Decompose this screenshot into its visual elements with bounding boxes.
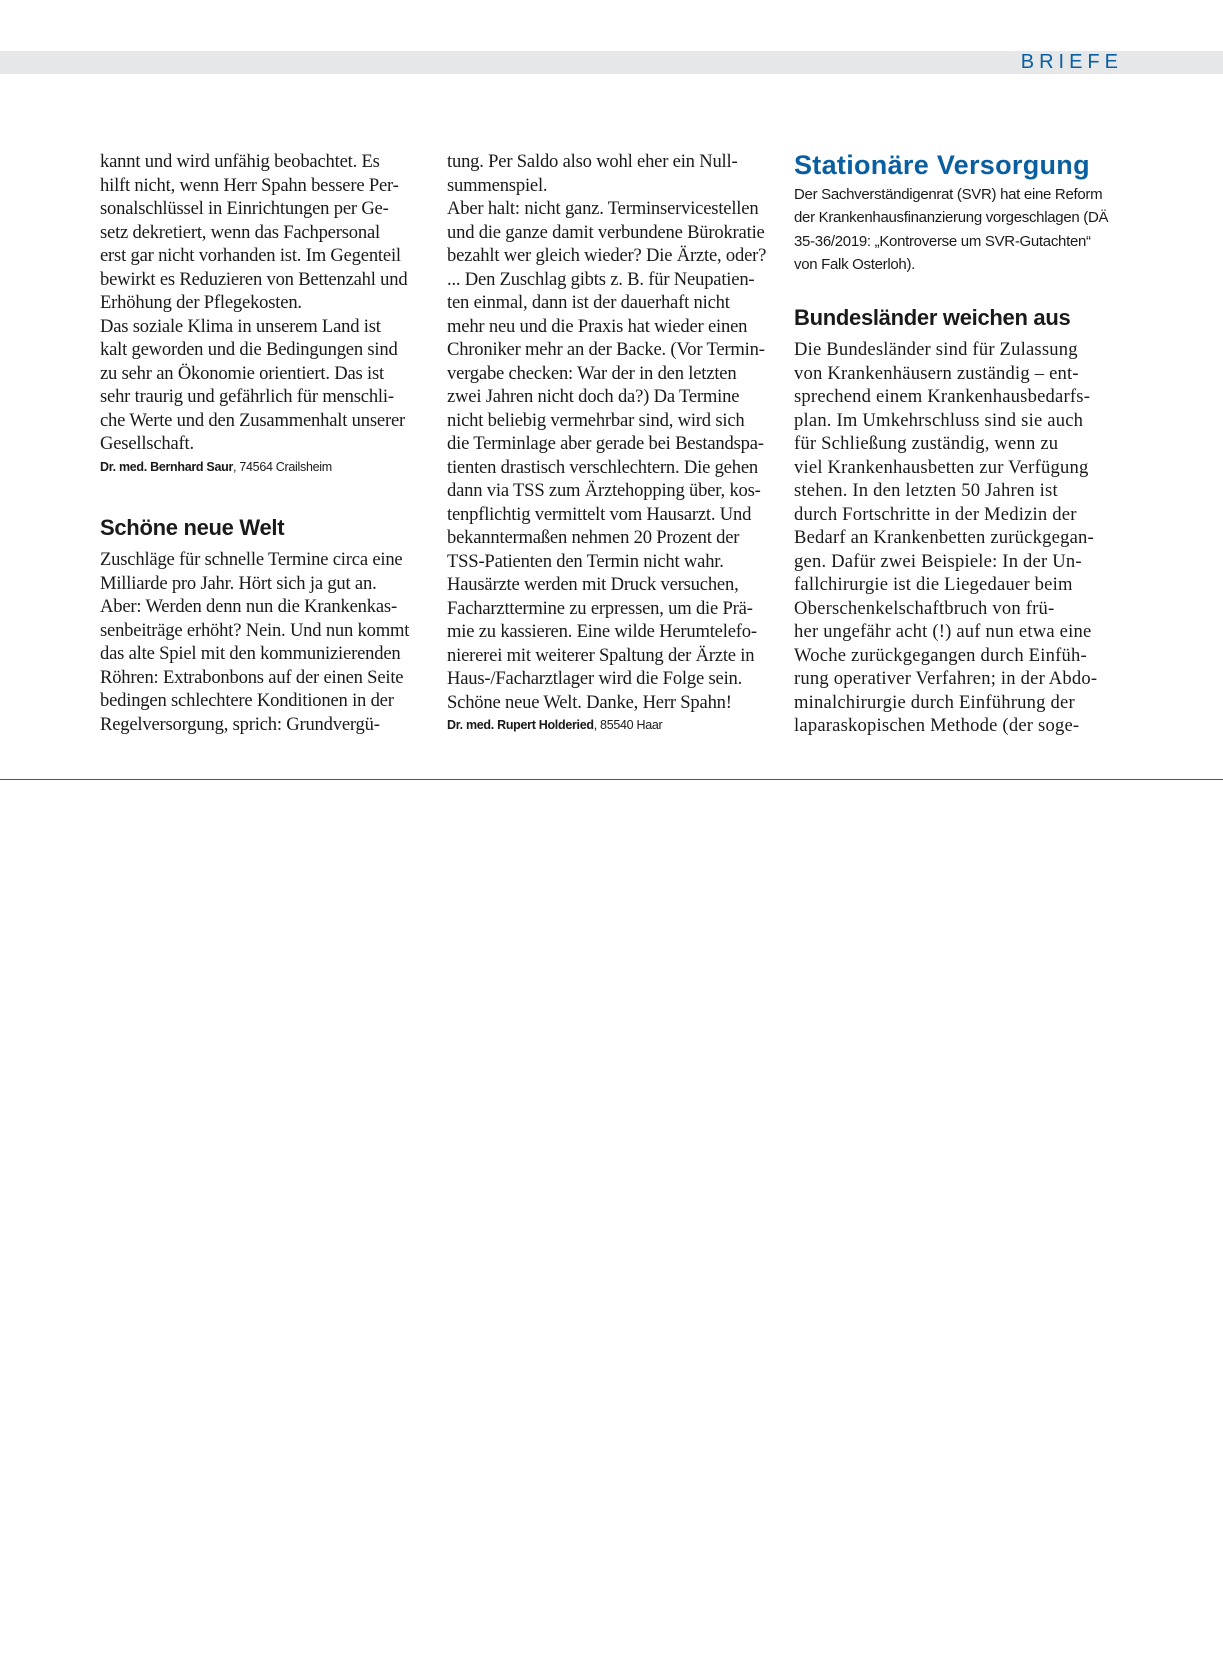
letter2-body-part2 [447,150,775,714]
text-line: Gesellschaft. [100,433,194,454]
text-line: Hausärzte werden mit Druck versuchen, [447,574,739,595]
letter2-signature [447,716,775,734]
text-line: che Werte und den Zusammenhalt unserer [100,409,405,431]
text-line: und die ganze damit verbundene Bürokratie [447,221,765,243]
bottom-rule [0,779,1223,780]
text-line: kannt und wird unfähig beobachtet. Es [100,151,380,172]
text-line: Das soziale Klima in unserem Land ist [100,315,381,337]
section-intro [794,183,1124,276]
text-line: bewirkt es Reduzieren von Bettenzahl und [100,268,408,290]
letter3-body [794,338,1124,738]
text-line: durch Fortschritte in der Medizin der [794,503,1077,525]
text-line: tenpflichtig vermittelt vom Hausarzt. Und [447,503,752,525]
text-line: ... Den Zuschlag gibts z. B. für Neupatien- [447,268,755,290]
text-line: Die Bundesländer sind für Zulassung [794,339,1078,360]
text-line: fallchirurgie ist die Liegedauer beim [794,574,1073,595]
text-line: ten einmal, dann ist der dauerhaft nicht [447,292,730,313]
text-line: setz dekretiert, wenn das Fachpersonal [100,221,380,243]
text-line: plan. Im Umkehrschluss sind sie auch [794,409,1084,431]
text-line: TSS-Patienten den Termin nicht wahr. [447,550,724,572]
column-2 [447,150,775,734]
intro-line: der Krankenhausfinanzierung vorgeschlagen (DÄ [794,209,1109,227]
text-line: bedingen schlechtere Konditionen in der [100,690,394,711]
text-line: Woche zurückgegangen durch Einfüh- [794,644,1087,666]
text-line: Regelversorgung, sprich: Grundvergü- [100,713,380,735]
section-heading: Stationäre Versorgung [794,150,1090,180]
signature-place: , 74564 Crailsheim [233,459,332,474]
text-line: Aber halt: nicht ganz. Terminservicestellen [447,198,759,219]
column-1-lower [100,548,425,736]
text-line: die Terminlage aber gerade bei Bestandspa- [447,433,764,454]
text-line: gen. Dafür zwei Beispiele: In der Un- [794,550,1082,572]
text-line: minalchirurgie durch Einführung der [794,691,1075,713]
text-line: erst gar nicht vorhanden ist. Im Gegenteil [100,245,401,266]
text-line: das alte Spiel mit den kommunizierenden [100,643,401,664]
text-line: senbeiträge erhöht? Nein. Und nun kommt [100,619,410,641]
intro-line: Der Sachverständigenrat (SVR) hat eine Reform [794,186,1103,203]
text-line: Schöne neue Welt. Danke, Herr Spahn! [447,691,732,713]
text-line: viel Krankenhausbetten zur Verfügung [794,456,1089,478]
text-line: tienten drastisch verschlechtern. Die gehen [447,456,758,478]
text-line: laparaskopischen Methode (der soge- [794,715,1080,736]
text-line: sonalschlüssel in Einrichtungen per Ge- [100,198,389,219]
text-line: dann via TSS zum Ärztehopping über, kos- [447,480,761,501]
text-line: sehr traurig und gefährlich für menschli- [100,386,394,407]
signature-name: Dr. med. Bernhard Saur [100,459,234,474]
text-line: mehr neu und die Praxis hat wieder einen [447,315,748,337]
text-line: Haus-/Facharztlager wird die Folge sein. [447,668,743,689]
text-line: Milliarde pro Jahr. Hört sich ja gut an. [100,572,377,594]
letter3-heading: Bundesländer weichen aus [794,305,1071,330]
text-line: mie zu kassieren. Eine wilde Herumtelefo- [447,621,757,642]
text-line: Aber: Werden denn nun die Krankenkas- [100,596,397,617]
text-line: Erhöhung der Pflegekosten. [100,292,302,313]
text-line: niererei mit weiterer Spaltung der Ärzte in [447,644,755,666]
text-line: bekanntermaßen nehmen 20 Prozent der [447,527,740,548]
text-line: zu sehr an Ökonomie orientiert. Das ist [100,362,384,384]
text-line: summenspiel. [447,174,548,196]
text-line: zwei Jahren nicht doch da?) Da Termine [447,386,740,407]
text-line: nicht beliebig vermehrbar sind, wird sich [447,409,745,431]
signature-place: , 85540 Haar [593,718,663,732]
column-3 [794,338,1124,738]
text-line: sprechend einem Krankenhausbedarfs- [794,386,1091,407]
text-line: Chroniker mehr an der Backe. (Vor Termin- [447,339,765,360]
letter1-signature [100,458,425,476]
signature-name: Dr. med. Rupert Holderied [447,718,594,732]
text-line: von Krankenhäusern zuständig – ent- [794,362,1079,384]
text-line: Facharzttermine zu erpressen, um die Prä- [447,597,753,619]
text-line: Bedarf an Krankenbetten zurückgegan- [794,527,1094,548]
text-line: her ungefähr acht (!) auf nun etwa eine [794,621,1092,642]
text-line: stehen. In den letzten 50 Jahren ist [794,480,1058,501]
section-label: BRIEFE [1020,51,1123,73]
column-1 [100,150,425,476]
text-line: bezahlt wer gleich wieder? Die Ärzte, oder? [447,245,767,266]
text-line: für Schließung zuständig, wenn zu [794,433,1059,454]
text-line: tung. Per Saldo also wohl eher ein Null- [447,151,738,172]
text-line: Röhren: Extrabonbons auf der einen Seite [100,666,404,688]
text-line: Oberschenkelschaftbruch von frü- [794,597,1055,619]
text-line: kalt geworden und die Bedingungen sind [100,339,398,360]
letter2-heading: Schöne neue Welt [100,515,285,540]
text-line: Zuschläge für schnelle Termine circa eine [100,549,403,570]
letter1-body [100,150,425,456]
text-line: rung operativer Verfahren; in der Abdo- [794,668,1098,689]
letter2-body-part1 [100,548,425,736]
intro-line: 35-36/2019: „Kontroverse um SVR-Gutachten“ [794,232,1091,250]
intro-line: von Falk Osterloh). [794,255,916,273]
text-line: vergabe checken: War der in den letzten [447,362,737,384]
text-line: hilft nicht, wenn Herr Spahn bessere Per- [100,174,399,196]
